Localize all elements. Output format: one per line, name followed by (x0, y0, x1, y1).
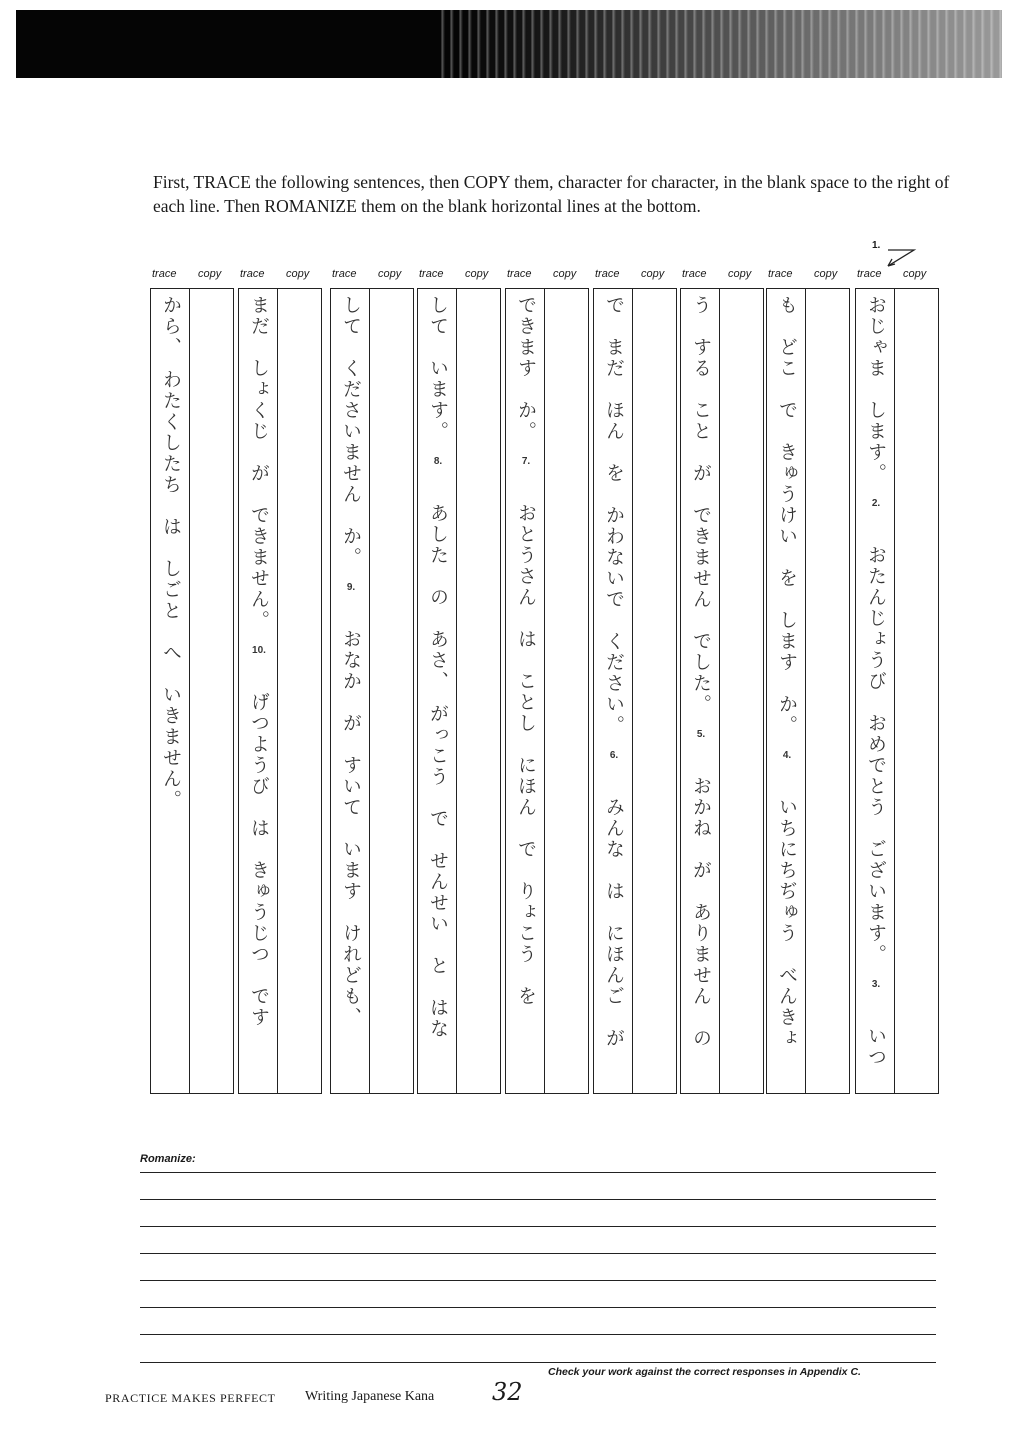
trace-box[interactable] (505, 288, 545, 1094)
practice-strip (330, 288, 416, 1096)
trace-header: trace (682, 268, 707, 280)
trace-box[interactable] (766, 288, 806, 1094)
trace-box[interactable] (417, 288, 457, 1094)
column-header (238, 268, 324, 284)
column-header (417, 268, 503, 284)
copy-header: copy (728, 268, 752, 280)
trace-sentence: おじゃま します。 (865, 295, 887, 484)
footer-book-title: Writing Japanese Kana (305, 1389, 435, 1404)
trace-box[interactable] (855, 288, 895, 1094)
copy-box[interactable] (370, 288, 414, 1094)
sentence-number: 8. (433, 456, 443, 467)
trace-sentence: う する こと が できません でした。 (690, 295, 712, 715)
column-header (593, 268, 679, 284)
trace-sentence: あした の あさ、 がっこう で せんせい と はな (427, 503, 449, 1040)
copy-header: copy (286, 268, 310, 280)
copy-header: copy (903, 268, 927, 280)
copy-box[interactable] (190, 288, 234, 1094)
trace-header: trace (857, 268, 882, 280)
footer-book-series: PRACTICE MAKES PERFECT (105, 1391, 276, 1405)
column-header (330, 268, 416, 284)
trace-sentence: おかね が ありません の (690, 776, 712, 1049)
practice-strip (505, 288, 591, 1096)
trace-text (681, 295, 721, 1091)
copy-box[interactable] (545, 288, 589, 1094)
trace-box[interactable] (150, 288, 190, 1094)
trace-header: trace (768, 268, 793, 280)
trace-sentence: して くださいません か。 (340, 295, 362, 568)
practice-strip (238, 288, 324, 1096)
trace-sentence: いちにちぢゅう べんきょ (776, 797, 798, 1049)
copy-header: copy (465, 268, 489, 280)
sentence-number: 3. (871, 979, 881, 990)
trace-text (331, 295, 371, 1091)
romanize-line[interactable] (140, 1172, 936, 1173)
trace-text (594, 295, 634, 1091)
trace-text (239, 295, 279, 1091)
trace-box[interactable] (330, 288, 370, 1094)
page-number: 32 (492, 1378, 523, 1406)
practice-strip (150, 288, 236, 1096)
trace-sentence: いつ (865, 1026, 887, 1068)
practice-strip (766, 288, 852, 1096)
practice-strip (593, 288, 679, 1096)
trace-sentence: おたんじょうび おめでとう ございます。 (865, 545, 887, 965)
copy-header: copy (814, 268, 838, 280)
trace-header: trace (419, 268, 444, 280)
trace-header: trace (152, 268, 177, 280)
sentence-number: 9. (346, 582, 356, 593)
trace-box[interactable] (680, 288, 720, 1094)
practice-strip (417, 288, 503, 1096)
copy-header: copy (641, 268, 665, 280)
trace-sentence: も どこ で きゅうけい を します か。 (776, 295, 798, 736)
romanize-line[interactable] (140, 1362, 936, 1363)
column-header (680, 268, 766, 284)
trace-sentence: から、 わたくしたち は しごと へ いきません。 (160, 295, 182, 811)
trace-header: trace (240, 268, 265, 280)
trace-sentence: まだ しょくじ が できません。 (248, 295, 270, 631)
copy-header: copy (198, 268, 222, 280)
sentence-number: 7. (521, 456, 531, 467)
trace-sentence: おとうさん は ことし にほん で りょこう を (515, 503, 537, 1007)
copy-box[interactable] (457, 288, 501, 1094)
trace-sentence: できます か。 (515, 295, 537, 442)
trace-sentence: おなか が すいて います けれども、 (340, 629, 362, 1028)
copy-box[interactable] (806, 288, 850, 1094)
column-header (505, 268, 591, 284)
column-header (150, 268, 236, 284)
trace-sentence: みんな は にほんご が (603, 797, 625, 1049)
copy-header: copy (553, 268, 577, 280)
copy-box[interactable] (278, 288, 322, 1094)
romanize-line[interactable] (140, 1199, 936, 1200)
header-banner (16, 10, 1002, 78)
exercise-start-number: 1. (872, 240, 881, 251)
romanize-line[interactable] (140, 1253, 936, 1254)
sentence-number: 2. (871, 498, 881, 509)
copy-box[interactable] (633, 288, 677, 1094)
trace-text (856, 295, 896, 1091)
romanize-line[interactable] (140, 1226, 936, 1227)
trace-box[interactable] (593, 288, 633, 1094)
trace-sentence: げつようび は きゅうじつ です (248, 692, 270, 1028)
trace-text (151, 295, 191, 1091)
copy-box[interactable] (895, 288, 939, 1094)
trace-text (767, 295, 807, 1091)
copy-box[interactable] (720, 288, 764, 1094)
romanize-line[interactable] (140, 1334, 936, 1335)
trace-header: trace (507, 268, 532, 280)
romanize-line[interactable] (140, 1280, 936, 1281)
trace-text (506, 295, 546, 1091)
instructions-text: First, TRACE the following sentences, then COPY them, character for character, in the blank space to the right of each line. Then ROMANIZE them on the blank horizontal lines at the bottom. (153, 172, 950, 216)
sentence-number: 10. (252, 645, 266, 656)
romanize-label: Romanize: (140, 1153, 196, 1165)
trace-sentence: して います。 (427, 295, 449, 442)
sentence-number: 6. (609, 750, 619, 761)
trace-box[interactable] (238, 288, 278, 1094)
trace-text (418, 295, 458, 1091)
column-header (766, 268, 852, 284)
romanize-line[interactable] (140, 1307, 936, 1308)
trace-header: trace (595, 268, 620, 280)
trace-header: trace (332, 268, 357, 280)
trace-sentence: で まだ ほん を かわないで ください。 (603, 295, 625, 736)
practice-strip (680, 288, 766, 1096)
header-banner-texture (436, 10, 1002, 78)
sentence-number: 4. (782, 750, 792, 761)
sentence-number: 5. (696, 729, 706, 740)
check-note: Check your work against the correct responses in Appendix C. (548, 1366, 861, 1378)
column-header (855, 268, 941, 284)
copy-header: copy (378, 268, 402, 280)
practice-strip (855, 288, 941, 1096)
